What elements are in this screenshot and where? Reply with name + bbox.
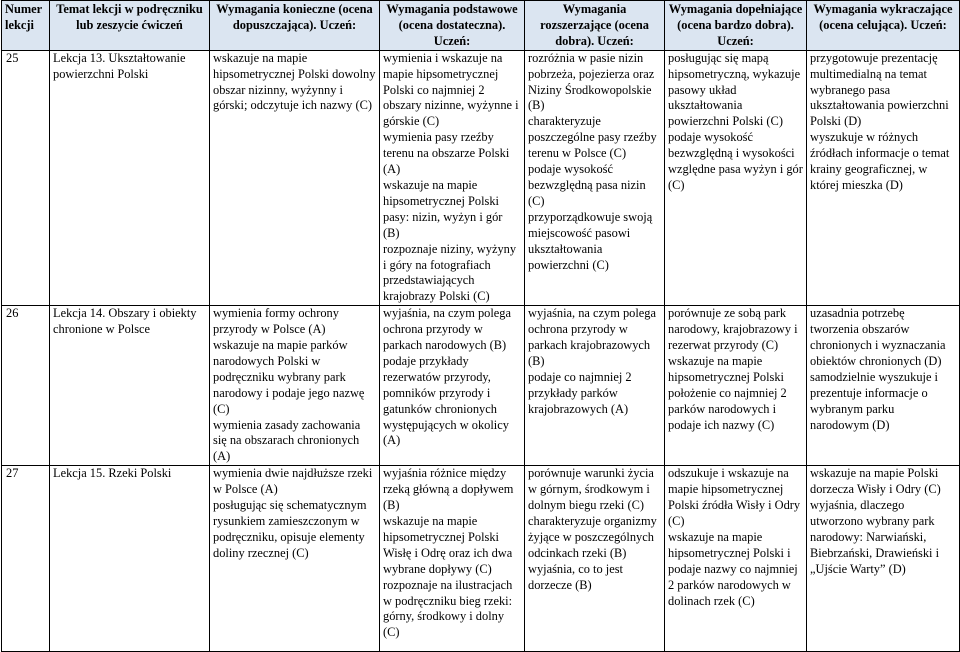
requirement-item: wyjaśnia, na czym polega ochrona przyrody w parkach narodowych (B) [383, 306, 511, 353]
header-complementary: Wymagania dopełniające (ocena bardzo dobra). Uczeń: [665, 1, 807, 51]
requirement-item: wskazuje na mapie Polski dorzecza Wisły i Odry (C) [810, 466, 941, 497]
lesson-number-cell: 25 [2, 50, 50, 306]
required-requirements-cell [210, 306, 380, 466]
lesson-number-cell: 26 [2, 306, 50, 466]
requirement-item: wyjaśnia, na czym polega ochrona przyrody w parkach krajobrazowych (B) [528, 306, 656, 368]
exceeding-requirements-cell [807, 50, 960, 306]
extended-requirements-cell [525, 306, 665, 466]
requirement-item: wyjaśnia różnice między rzeką główną a dopływem (B) [383, 466, 514, 513]
exceeding-requirements-cell [807, 466, 960, 652]
requirement-item: posługując się mapą hipsometryczną, wykazuje pasowy układ ukształtowania powierzchni Polski (C) [668, 50, 801, 129]
requirement-item: wskazuje na mapie hipsometrycznej Polski Wisłę i Odrę oraz ich dwa wybrane dopływy (C) [383, 514, 513, 576]
requirement-item: charakteryzuje organizmy żyjące w poszczególnych odcinkach rzeki (B) [528, 514, 657, 560]
requirement-item: wyjaśnia, co to jest dorzecze (B) [528, 561, 623, 592]
requirement-item: wyjaśnia, dlaczego utworzono wybrany park narodowy: Narwiański, Biebrzański, Drawieński i „Ujście Warty” (D) [810, 498, 940, 576]
requirement-item: podaje wysokość bezwzględną i wysokości względne pasa wyżyn i gór (C) [668, 130, 803, 192]
lesson-topic-cell: Lekcja 14. Obszary i obiekty chronione w Polsce [50, 306, 210, 466]
requirement-item: rozróżnia w pasie nizin pobrzeża, pojezierza oraz Niziny Środkowopolskie (B) [528, 50, 655, 113]
requirement-item: rozpoznaje niziny, wyżyny i góry na fotografiach przedstawiających krajobrazy Polski (C) [383, 241, 517, 304]
basic-requirements-cell [380, 50, 525, 306]
requirement-item: wskazuje na mapie hipsometrycznej Polski położenie co najmniej 2 parków narodowych i podaje ich nazwy (C) [668, 353, 787, 432]
header-required: Wymagania konieczne (ocena dopuszczająca). Uczeń: [210, 1, 380, 51]
requirement-item: wyszukuje w różnych źródłach informacje o temat krainy geograficznej, w której mieszka (D) [810, 130, 950, 192]
complementary-requirements-cell [665, 50, 807, 306]
requirement-item: przygotowuje prezentację multimedialną na temat wybranego pasa ukształtowania powierzchni Polski (D) [810, 50, 949, 129]
header-exceeding: Wymagania wykraczające (ocena celująca). Uczeń: [807, 1, 960, 51]
requirement-item: porównuje ze sobą park narodowy, krajobrazowy i rezerwat przyrody (C) [668, 306, 798, 353]
table-row [2, 466, 960, 652]
requirement-item: wymienia pasy rzeźby terenu na obszarze Polski (A) [383, 130, 510, 177]
requirement-item: rozpoznaje na ilustracjach w podręczniku bieg rzeki: górny, środkowy i dolny (C) [383, 577, 513, 640]
basic-requirements-cell [380, 306, 525, 466]
header-lesson-topic: Temat lekcji w podręczniku lub zeszycie ćwiczeń [50, 1, 210, 51]
exceeding-requirements-cell [807, 306, 960, 466]
requirement-item: wymienia dwie najdłuższe rzeki w Polsce (A) [213, 466, 373, 497]
requirement-item: wymienia formy ochrony przyrody w Polsce (A) [213, 306, 339, 337]
requirement-item: porównuje warunki życia w górnym, środkowym i dolnym biegu rzeki (C) [528, 466, 654, 513]
requirement-item: uzasadnia potrzebę tworzenia obszarów chronionych i wyznaczania obiektów chronionych (D) [810, 306, 946, 368]
basic-requirements-cell [380, 466, 525, 652]
required-requirements-cell [210, 466, 380, 652]
requirement-item: wskazuje na mapie hipsometrycznej Polski pasy: nizin, wyżyn i gór (B) [383, 177, 503, 240]
requirement-item: odszukuje i wskazuje na mapie hipsometrycznej Polski źródła Wisły i Odry (C) [668, 466, 801, 528]
requirement-item: podaje przykłady rezerwatów przyrody, pomników przyrody i gatunków chronionych występujących w okolicy (A) [383, 353, 509, 448]
header-lesson-number: Numer lekcji [2, 1, 50, 51]
lesson-number-cell: 27 [2, 466, 50, 652]
header-basic: Wymagania podstawowe (ocena dostateczna). Uczeń: [380, 1, 525, 51]
header-extended: Wymagania rozszerzające (ocena dobra). Uczeń: [525, 1, 665, 51]
table-row [2, 306, 960, 466]
lesson-topic-cell: Lekcja 13. Ukształtowanie powierzchni Polski [50, 50, 210, 306]
requirement-item: podaje co najmniej 2 przykłady parków krajobrazowych (A) [528, 369, 632, 416]
table-row [2, 50, 960, 306]
requirement-item: wskazuje na mapie parków narodowych Polski w podręczniku wybrany park narodowy i podaje jego nazwę (C) [213, 338, 365, 416]
requirement-item: charakteryzuje poszczególne pasy rzeźby terenu w Polsce (C) [528, 114, 657, 161]
lesson-topic-cell: Lekcja 15. Rzeki Polski [50, 466, 210, 652]
requirement-item: wskazuje na mapie hipsometrycznej Polski i podaje nazwy co najmniej 2 parków narodowych w dolinach rzek (C) [668, 529, 798, 608]
requirement-item: podaje wysokość bezwzględną pasa nizin (C) [528, 162, 646, 208]
requirement-item: wymienia i wskazuje na mapie hipsometrycznej Polski co najmniej 2 obszary nizinne, wyżynne i górskie (C) [383, 50, 519, 129]
complementary-requirements-cell [665, 306, 807, 466]
complementary-requirements-cell [665, 466, 807, 652]
requirement-item: samodzielnie wyszukuje i prezentuje informacje o wybranym parku narodowym (D) [810, 369, 939, 432]
extended-requirements-cell [525, 50, 665, 306]
requirement-item: posługując się schematycznym rysunkiem zamieszczonym w podręczniku, opisuje elementy doliny rzecznej (C) [213, 498, 367, 560]
requirement-item: przyporządkowuje swoją miejscowość pasowi ukształtowania powierzchni (C) [528, 209, 653, 272]
requirement-item: wskazuje na mapie hipsometrycznej Polski dowolny obszar nizinny, wyżynny i górski; odczytuje ich nazwy (C) [213, 50, 376, 113]
required-requirements-cell [210, 50, 380, 306]
requirement-item: wymienia zasady zachowania się na obszarach chronionych (A) [213, 417, 361, 464]
extended-requirements-cell [525, 466, 665, 652]
requirements-table [1, 0, 960, 652]
table-header-row [2, 1, 960, 51]
